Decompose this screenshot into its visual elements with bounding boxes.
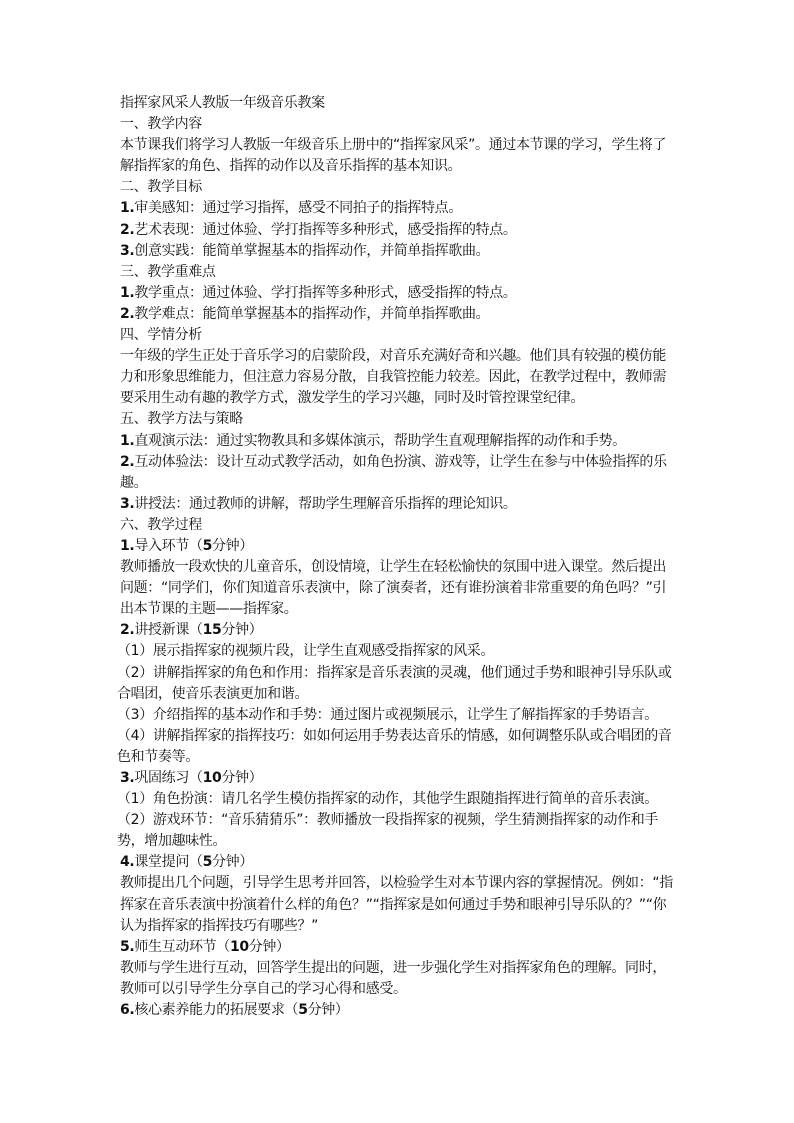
step-minutes: 5 — [298, 1002, 308, 1019]
step-number: 1. — [120, 537, 135, 554]
list-item — [120, 452, 676, 494]
step-body: （1）角色扮演：请几名学生模仿指挥家的动作，其他学生跟随指挥进行简单的音乐表演。 — [117, 791, 658, 808]
section-heading: 二、教学目标 — [120, 179, 202, 196]
item-number: 3. — [120, 242, 135, 259]
item-text: 审美感知：通过学习指挥，感受不同拍子的指挥特点。 — [134, 200, 462, 217]
item-number: 2. — [120, 221, 135, 238]
item-text: 教学重点：通过体验、学打指挥等多种形式，感受指挥的特点。 — [134, 284, 517, 301]
list-item — [120, 198, 676, 219]
step-minutes: 5 — [202, 854, 213, 871]
list-item — [120, 431, 676, 452]
list-item — [120, 220, 676, 241]
document-title: 指挥家风采人教版一年级音乐教案 — [120, 95, 325, 111]
item-text: 互动体验法：设计互动式教学活动，如角色扮演、游戏等，让学生在参与中体验指挥的乐趣。 — [120, 453, 667, 491]
list-item — [120, 494, 676, 515]
item-text: 教学难点：能简单掌握基本的指挥动作，并简单指挥歌曲。 — [134, 305, 490, 322]
item-number: 1. — [120, 284, 135, 301]
step-body: （4）讲解指挥家的指挥技巧：如如何运用手势表达音乐的情感，如何调整乐队或合唱团的音色和节奏等。 — [117, 727, 672, 765]
section-heading: 一、教学内容 — [120, 116, 202, 133]
step-title: 导入环节（ — [134, 537, 203, 554]
step-heading — [120, 937, 676, 958]
step-body: 教师播放一段欢快的儿童音乐，创设情境，让学生在轻松愉快的氛围中进入课堂。然后提出问题：“同学们，你们知道音乐表演中，除了演奏者，还有谁扮演着非常重要的角色吗？”引出本节课的主题——指挥家。 — [120, 559, 667, 618]
step-number: 5. — [120, 938, 135, 955]
step-title: 课堂提问（ — [134, 854, 203, 871]
section-heading: 三、教学重难点 — [120, 263, 216, 280]
step-body: （3）介绍指挥的基本动作和手势：通过图片或视频展示，让学生了解指挥家的手势语言。 — [117, 706, 658, 723]
step-number: 3. — [120, 770, 135, 786]
step-number: 4. — [120, 854, 135, 871]
section-heading: 五、教学方法与策略 — [120, 411, 243, 428]
step-unit: 分钟） — [212, 537, 253, 554]
item-text: 创意实践：能简单掌握基本的指挥动作，并简单指挥歌曲。 — [134, 242, 490, 259]
step-body: （2）游戏环节：“音乐猜猜乐”：教师播放一段指挥家的视频，学生猜测指挥家的动作和手势，增加趣味性。 — [117, 812, 659, 850]
step-heading — [120, 852, 676, 873]
step-title: 巩固练习（ — [134, 770, 203, 786]
step-unit: 分钟） — [248, 938, 290, 955]
step-minutes: 10 — [229, 938, 249, 955]
step-unit: 分钟） — [221, 770, 263, 786]
step-number: 2. — [120, 622, 135, 639]
step-heading — [120, 620, 676, 641]
step-heading — [120, 536, 676, 557]
item-text: 艺术表现：通过体验、学打指挥等多种形式，感受指挥的特点。 — [134, 221, 517, 238]
paragraph: 本节课我们将学习人教版一年级音乐上册中的“指挥家风采”。通过本节课的学习，学生将了解指挥家的角色、指挥的动作以及音乐指挥的基本知识。 — [120, 137, 667, 175]
step-heading — [120, 768, 676, 789]
item-number: 3. — [120, 495, 135, 512]
step-title: 师生互动环节（ — [134, 938, 230, 955]
item-text: 直观演示法：通过实物教具和多媒体演示，帮助学生直观理解指挥的动作和手势。 — [134, 432, 626, 449]
step-minutes: 10 — [202, 770, 222, 786]
step-heading — [120, 1000, 676, 1021]
list-item — [120, 241, 676, 262]
list-item — [120, 283, 676, 304]
step-unit: 分钟） — [212, 854, 253, 871]
item-number: 1. — [120, 200, 135, 217]
item-number: 1. — [120, 432, 135, 449]
step-number: 6. — [120, 1002, 135, 1019]
item-number: 2. — [120, 305, 135, 322]
step-title: 讲授新课（ — [134, 622, 203, 639]
step-body: （2）讲解指挥家的角色和作用：指挥家是音乐表演的灵魂，他们通过手势和眼神引导乐队或合唱团，使音乐表演更加和谐。 — [117, 664, 672, 702]
section-heading: 六、教学过程 — [120, 516, 202, 533]
step-unit: 分钟） — [221, 622, 263, 639]
step-body: 教师与学生进行互动，回答学生提出的问题，进一步强化学生对指挥家角色的理解。同时，教师可以引导学生分享自己的学习心得和感受。 — [120, 959, 666, 997]
step-unit: 分钟） — [307, 1002, 349, 1019]
step-minutes: 5 — [202, 537, 213, 554]
step-body: （1）展示指挥家的视频片段，让学生直观感受指挥家的风采。 — [117, 643, 495, 660]
paragraph: 一年级的学生正处于音乐学习的启蒙阶段，对音乐充满好奇和兴趣。他们具有较强的模仿能力和形象思维能力，但注意力容易分散，自我管控能力较差。因此，在教学过程中，教师需要采用生动有趣的教学方式，激发学生的学习兴趣，同时及时管控课堂纪律。 — [120, 348, 666, 407]
document-page — [117, 93, 676, 1021]
item-number: 2. — [120, 453, 135, 470]
step-body: 教师提出几个问题，引导学生思考并回答，以检验学生对本节课内容的掌握情况。例如：“指挥家在音乐表演中扮演着什么样的角色？”“指挥家是如何通过手势和眼神引导乐队的？”“你认为指挥家的指挥技巧有哪些？” — [120, 875, 673, 934]
step-title: 核心素养能力的拓展要求（ — [134, 1002, 299, 1019]
section-heading: 四、学情分析 — [120, 327, 202, 344]
list-item — [120, 304, 676, 325]
step-minutes: 15 — [202, 622, 222, 639]
item-text: 讲授法：通过教师的讲解，帮助学生理解音乐指挥的理论知识。 — [134, 495, 517, 512]
